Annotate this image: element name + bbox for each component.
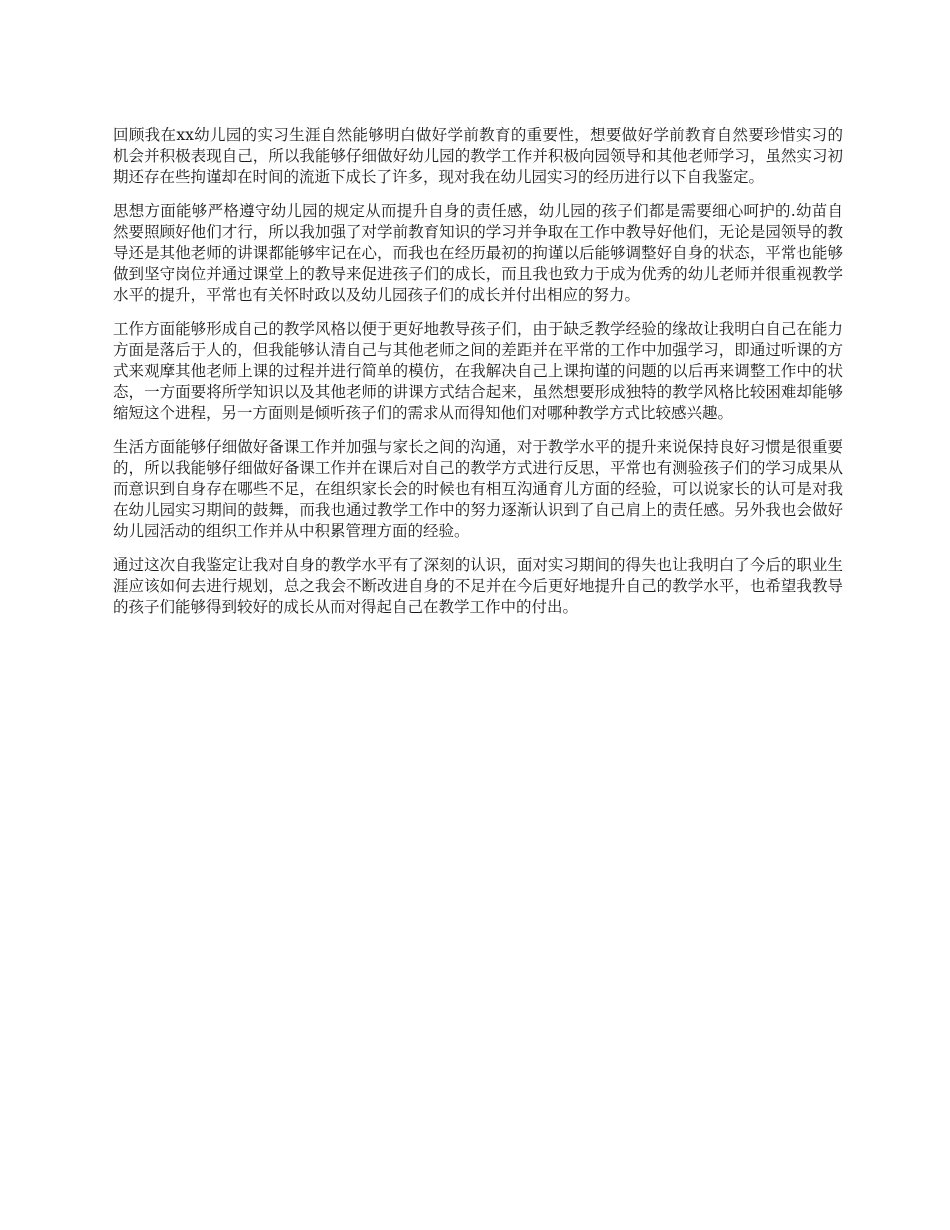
paragraph-intro: 回顾我在xx幼儿园的实习生涯自然能够明白做好学前教育的重要性，想要做好学前教育自然要珍惜实习的机会并积极表现自己，所以我能够仔细做好幼儿园的教学工作并积极向园领导和其他老师学习，虽然实习初期还存在些拘谨却在时间的流逝下成长了许多，现对我在幼儿园实习的经历进行以下自我鉴定。	[113, 126, 843, 186]
paragraph-conclusion: 通过这次自我鉴定让我对自身的教学水平有了深刻的认识，面对实习期间的得失也让我明白了今后的职业生涯应该如何去进行规划，总之我会不断改进自身的不足并在今后更好地提升自己的教学水平，也希望我教导的孩子们能够得到较好的成长从而对得起自己在教学工作中的付出。	[113, 556, 843, 616]
paragraph-thought: 思想方面能够严格遵守幼儿园的规定从而提升自身的责任感，幼儿园的孩子们都是需要细心呵护的.幼苗自然要照顾好他们才行，所以我加强了对学前教育知识的学习并争取在工作中教导好他们，无论是园领导的教导还是其他老师的讲课都能够牢记在心，而我也在经历最初的拘谨以后能够调整好自身的状态，平常也能够做到坚守岗位并通过课堂上的教导来促进孩子们的成长，而且我也致力于成为优秀的幼儿老师并很重视教学水平的提升，平常也有关怀时政以及幼儿园孩子们的成长并付出相应的努力。	[113, 202, 843, 304]
document-body	[113, 125, 843, 631]
paragraph-life: 生活方面能够仔细做好备课工作并加强与家长之间的沟通，对于教学水平的提升来说保持良好习惯是很重要的，所以我能够仔细做好备课工作并在课后对自己的教学方式进行反思，平常也有测验孩子们的学习成果从而意识到自身存在哪些不足，在组织家长会的时候也有相互沟通育儿方面的经验，可以说家长的认可是对我在幼儿园实习期间的鼓舞，而我也通过教学工作中的努力逐渐认识到了自己肩上的责任感。另外我也会做好幼儿园活动的组织工作并从中积累管理方面的经验。	[113, 438, 843, 540]
paragraph-work: 工作方面能够形成自己的教学风格以便于更好地教导孩子们，由于缺乏教学经验的缘故让我明白自己在能力方面是落后于人的，但我能够认清自己与其他老师之间的差距并在平常的工作中加强学习，即通过听课的方式来观摩其他老师上课的过程并进行简单的模仿，在我解决自己上课拘谨的问题的以后再来调整工作中的状态，一方面要将所学知识以及其他老师的讲课方式结合起来，虽然想要形成独特的教学风格比较困难却能够缩短这个进程，另一方面则是倾听孩子们的需求从而得知他们对哪种教学方式比较感兴趣。	[113, 320, 843, 422]
